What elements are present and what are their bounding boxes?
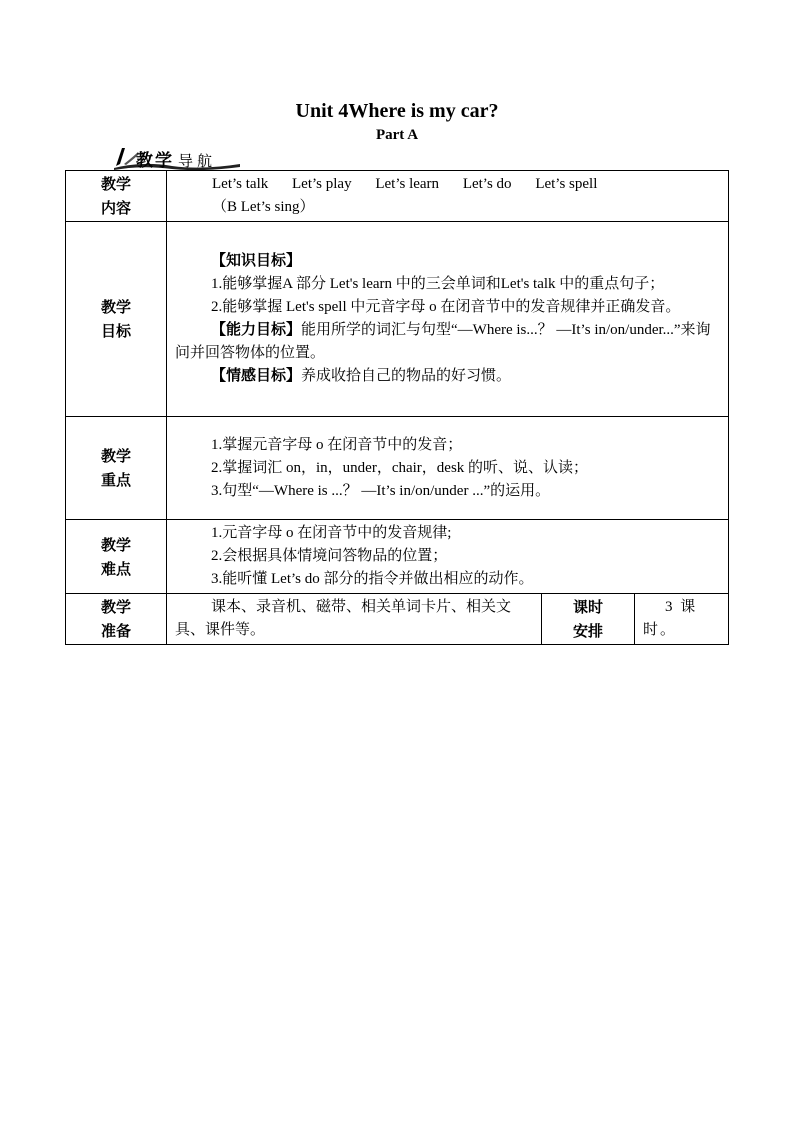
label-focus bbox=[66, 417, 167, 520]
lesson-item: Let’s learn bbox=[375, 176, 440, 192]
label-content bbox=[66, 171, 167, 222]
lesson-item: Let’s spell bbox=[535, 176, 598, 192]
ability-heading: 【能力目标】 bbox=[211, 322, 302, 338]
label-preparation bbox=[66, 594, 167, 645]
cell-goals bbox=[167, 222, 729, 417]
lesson-extra: （B Let’s sing） bbox=[212, 199, 315, 215]
label-focus-text: 教学 重点 bbox=[100, 447, 131, 489]
table-row-preparation bbox=[66, 594, 729, 645]
lesson-items bbox=[175, 173, 722, 196]
knowledge-heading: 【知识目标】 bbox=[211, 253, 302, 269]
document-title: Unit 4Where is my car? bbox=[295, 100, 499, 122]
teaching-navigation-banner bbox=[112, 144, 242, 170]
navigation-heading bbox=[136, 146, 216, 171]
lesson-item: Let’s play bbox=[292, 176, 352, 192]
emotion-text: 养成收拾自己的物品的好习惯。 bbox=[301, 368, 512, 384]
label-class-hours-text: 课时 安排 bbox=[572, 598, 603, 640]
emotion-goal bbox=[175, 365, 722, 388]
lesson-item: Let’s do bbox=[462, 176, 512, 192]
focus-item: 2.掌握词汇 on，in，under，chair，desk 的听、说、认读； bbox=[211, 459, 589, 476]
table-row-focus bbox=[66, 417, 729, 520]
cell-class-hours bbox=[635, 594, 729, 645]
table-row-goals bbox=[66, 222, 729, 417]
emotion-heading: 【情感目标】 bbox=[211, 368, 302, 384]
cell-difficulty bbox=[167, 520, 729, 594]
difficulty-item: 2.会根据具体情境问答物品的位置； bbox=[211, 548, 448, 564]
label-content-text: 教学 内容 bbox=[100, 175, 131, 217]
lesson-plan-table bbox=[65, 170, 729, 645]
cell-focus bbox=[167, 417, 729, 520]
lesson-item: Let’s talk bbox=[212, 176, 269, 192]
table-row-content bbox=[66, 171, 729, 222]
class-hours-value: 3 课时。 bbox=[643, 599, 698, 638]
label-difficulty bbox=[66, 520, 167, 594]
cell-preparation bbox=[167, 594, 542, 645]
label-goals-text: 教学 目标 bbox=[100, 298, 131, 340]
knowledge-item-1: 1.能够掌握A 部分 Let's learn 中的三会单词和Let's talk 中的重点句子； bbox=[211, 276, 665, 292]
label-goals bbox=[66, 222, 167, 417]
ability-goal bbox=[175, 319, 722, 365]
cell-content bbox=[167, 171, 729, 222]
focus-item: 3.句型“—Where is ...？ —It’s in/on/under ...”的运用。 bbox=[211, 482, 551, 499]
nav-heading-part2: 导航 bbox=[178, 152, 217, 170]
label-difficulty-text: 教学 难点 bbox=[100, 535, 131, 578]
difficulty-item: 3.能听懂 Let’s do 部分的指令并做出相应的动作。 bbox=[211, 571, 534, 587]
document-subtitle: Part A bbox=[375, 127, 419, 143]
ability-text: 能用所学的词汇与句型“—Where is...？ —It’s in/on/under...”来询问并回答物体的位置。 bbox=[175, 322, 711, 361]
difficulty-item: 1.元音字母 o 在闭音节中的发音规律; bbox=[211, 525, 452, 541]
knowledge-item-2: 2.能够掌握 Let's spell 中元音字母 o 在闭音节中的发音规律并正确发音。 bbox=[211, 299, 681, 315]
table-row-difficulty bbox=[66, 520, 729, 594]
label-preparation-text: 教学 准备 bbox=[100, 598, 131, 640]
focus-item: 1.掌握元音字母 o 在闭音节中的发音； bbox=[211, 436, 463, 453]
nav-heading-part1: 教学 bbox=[136, 151, 174, 171]
preparation-text: 课本、录音机、磁带、相关单词卡片、相关文具、课件等。 bbox=[175, 599, 512, 638]
label-class-hours bbox=[542, 594, 635, 645]
